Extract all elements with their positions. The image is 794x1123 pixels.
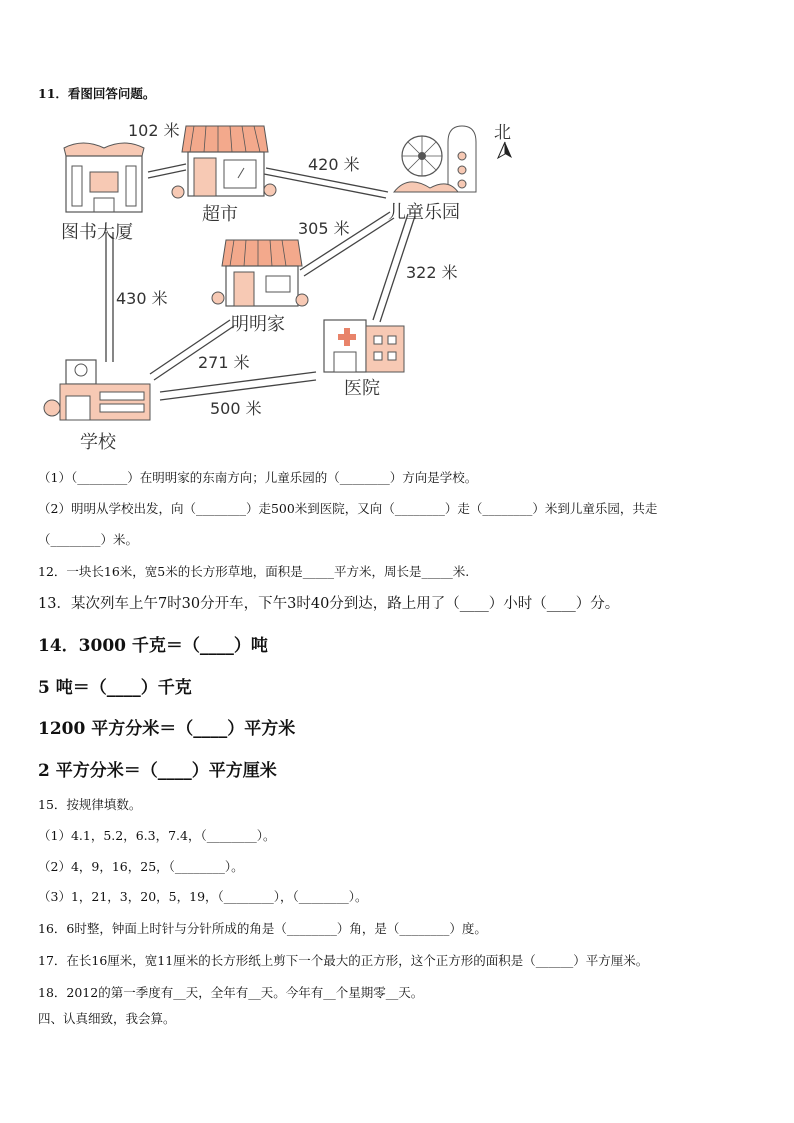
question-11-part-2a: （2）明明从学校出发，向（________）走500米到医院，又向（________）走（________）米到儿童乐园，共走 <box>38 501 658 516</box>
place-supermarket: 超市 <box>202 204 238 225</box>
distance-home-park: 305 米 <box>298 219 350 238</box>
question-14-line-3: 1200 平方分米＝（____）平方米 <box>38 719 296 739</box>
place-library: 图书大厦 <box>61 222 133 243</box>
distance-supermarket-park: 420 米 <box>308 155 360 174</box>
place-school: 学校 <box>80 432 116 453</box>
question-18: 18．2012的第一季度有__天，全年有__天。今年有__个星期零__天。 <box>38 985 424 1000</box>
question-16: 16．6时整，钟面上时针与分针所成的角是（________）角，是（________）度。 <box>38 921 487 936</box>
question-15-item-2: （2）4，9，16，25，（________）。 <box>38 859 244 874</box>
library-building-icon <box>64 143 144 212</box>
question-15-item-1: （1）4.1，5.2，6.3，7.4，（________）。 <box>38 828 276 843</box>
park-ferris-wheel-icon <box>394 126 476 192</box>
question-17: 17．在长16厘米，宽11厘米的长方形纸上剪下一个最大的正方形，这个正方形的面积是（______）平方厘米。 <box>38 953 649 968</box>
distance-park-hospital: 322 米 <box>406 263 458 282</box>
question-11-title: 11．看图回答问题。 <box>38 86 156 101</box>
north-label: 北 <box>494 123 511 143</box>
question-12: 12．一块长16米，宽5米的长方形草地，面积是_____平方米，周长是_____米. <box>38 564 470 579</box>
section-4-heading: 四、认真细致，我会算。 <box>38 1011 176 1026</box>
question-11-part-2b: （________）米。 <box>38 532 139 547</box>
hospital-building-icon <box>324 320 404 372</box>
place-hospital: 医院 <box>344 378 380 399</box>
question-14-line-4: 2 平方分米＝（____）平方厘米 <box>38 761 277 781</box>
distance-school-hospital: 500 米 <box>210 399 262 418</box>
question-15-item-3: （3）1，21，3，20，5，19，（________），（________）。 <box>38 889 368 904</box>
place-home: 明明家 <box>231 314 285 335</box>
place-park: 儿童乐园 <box>388 202 460 223</box>
supermarket-building-icon <box>172 126 276 198</box>
school-building-icon <box>44 360 150 420</box>
question-11-part-1: （1）（________）在明明家的东南方向；儿童乐园的（________）方向是学校。 <box>38 470 478 485</box>
distance-home-school: 271 米 <box>198 353 250 372</box>
question-13: 13．某次列车上午7时30分开车，下午3时40分到达，路上用了（____）小时（____）分。 <box>38 596 620 612</box>
question-14-line-1: 14．3000 千克＝（____）吨 <box>38 636 268 656</box>
question-14-line-2: 5 吨＝（____）千克 <box>38 678 192 698</box>
question-15-title: 15．按规律填数。 <box>38 797 142 812</box>
home-building-icon <box>212 240 308 306</box>
distance-library-school: 430 米 <box>116 289 168 308</box>
map-illustration <box>38 112 518 457</box>
north-arrow-icon <box>498 142 512 158</box>
distance-library-supermarket: 102 米 <box>128 121 180 140</box>
